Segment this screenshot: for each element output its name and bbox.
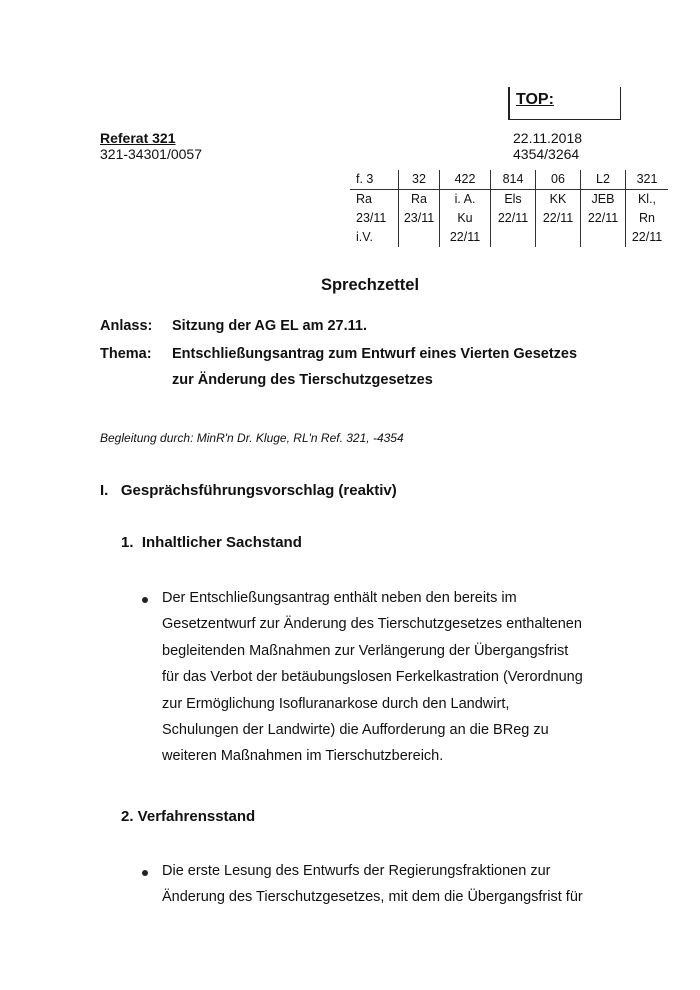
table-cell: i. A.: [440, 190, 491, 210]
text-line: Schulungen der Landwirte) die Aufforderung an die BReg zu: [162, 722, 549, 739]
table-row: [350, 228, 668, 247]
table-cell: Els: [491, 190, 536, 210]
table-cell: L2: [581, 170, 626, 190]
table-cell: KK: [536, 190, 581, 210]
text-line: Der Entschließungsantrag enthält neben den bereits im: [162, 590, 517, 606]
table-cell: 22/11: [491, 209, 536, 228]
table-row: [350, 170, 668, 190]
table-cell: 23/11: [399, 209, 440, 228]
text-line: Die erste Lesung des Entwurfs der Regierungsfraktionen zur: [162, 863, 551, 879]
text-line: begleitenden Maßnahmen zur Verlängerung der Übergangsfrist: [162, 642, 569, 659]
paragraph: [162, 858, 583, 911]
table-cell: Rn: [626, 209, 669, 228]
topic-line-1: Entschließungsantrag zum Entwurf eines Vierten Gesetzes: [172, 346, 578, 362]
text-line: Änderung des Tierschutzgesetzes, mit dem die Übergangsfrist für: [162, 889, 583, 906]
document-number: 4354/3264: [513, 146, 580, 162]
referat-title: Referat 321: [100, 130, 176, 146]
top-label: TOP:: [516, 91, 554, 108]
occasion-value: Sitzung der AG EL am 27.11.: [172, 318, 368, 334]
table-cell: JEB: [581, 190, 626, 210]
table-cell: 321: [626, 170, 669, 190]
escort-note: Begleitung durch: MinR'n Dr. Kluge, RL'n Ref. 321, -4354: [100, 431, 404, 445]
subsection-heading: 1. Inhaltlicher Sachstand: [121, 534, 302, 551]
topic-line-2: zur Änderung des Tierschutzgesetzes: [172, 372, 433, 388]
bullet-icon: [142, 597, 148, 603]
subsection-heading: 2. Verfahrensstand: [121, 808, 256, 825]
table-cell: 22/11: [536, 209, 581, 228]
top-box: [508, 87, 621, 120]
table-cell: [491, 228, 536, 247]
table-cell: 23/11: [356, 211, 387, 225]
table-cell: Ku: [440, 209, 491, 228]
reference-number: 321-34301/0057: [100, 146, 202, 162]
table-row: [350, 190, 668, 210]
table-cell: [399, 228, 440, 247]
table-cell: Ra: [356, 192, 372, 206]
table-cell: 06: [536, 170, 581, 190]
text-line: Gesetzentwurf zur Änderung des Tierschutzgesetzes enthaltenen: [162, 616, 582, 633]
table-cell: Ra: [399, 190, 440, 210]
table-cell: [536, 228, 581, 247]
section-heading: I. Gesprächsführungsvorschlag (reaktiv): [100, 482, 397, 499]
table-cell: f. 3: [350, 170, 399, 190]
document-date: 22.11.2018: [513, 130, 583, 146]
bullet-icon: [142, 870, 148, 876]
table-cell: 814: [491, 170, 536, 190]
table-row: [350, 209, 668, 228]
table-cell: 32: [399, 170, 440, 190]
signoff-table: [350, 170, 668, 247]
text-line: zur Ermöglichung Isofluranarkose durch den Landwirt,: [162, 695, 510, 712]
topic-label: Thema:: [100, 346, 152, 362]
table-cell: i.V.: [356, 230, 373, 244]
occasion-label: Anlass:: [100, 318, 153, 334]
text-line: weiteren Maßnahmen im Tierschutzbereich.: [162, 748, 444, 765]
table-cell: [581, 228, 626, 247]
document-title: Sprechzettel: [320, 276, 420, 294]
table-cell: 22/11: [581, 209, 626, 228]
text-line: für das Verbot der betäubungslosen Ferkelkastration (Verordnung: [162, 669, 583, 686]
table-cell: Kl.,: [626, 190, 669, 210]
paragraph: [162, 585, 583, 770]
table-cell: 422: [440, 170, 491, 190]
table-cell: 22/11: [626, 228, 669, 247]
table-cell: 22/11: [440, 228, 491, 247]
